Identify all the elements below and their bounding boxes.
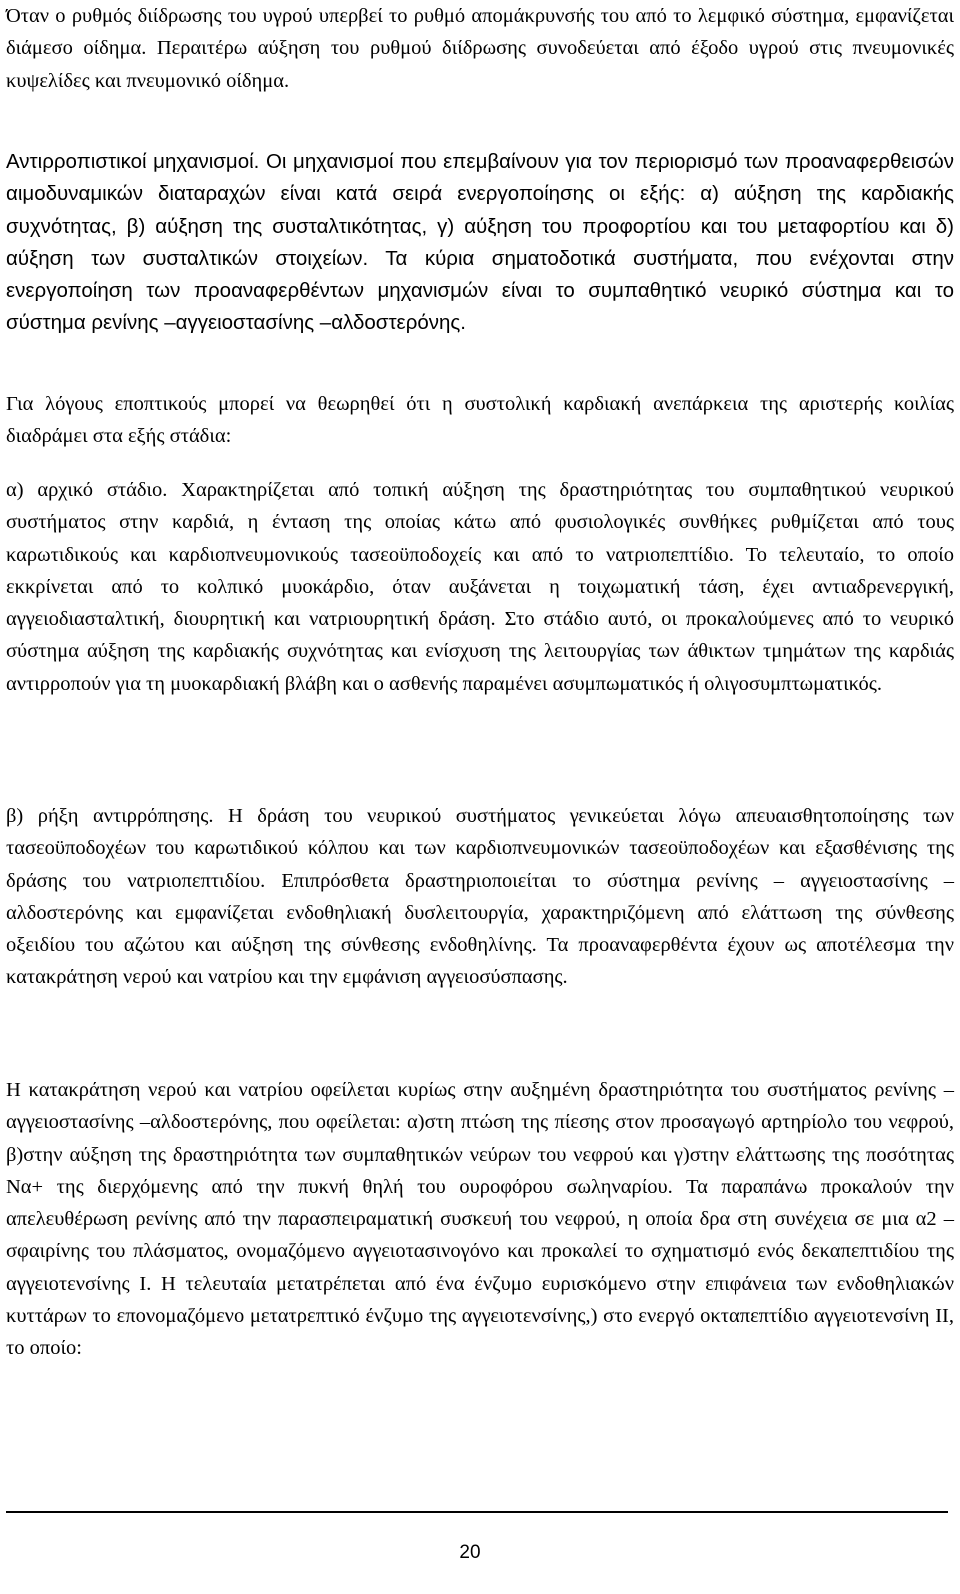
paragraph-compensatory-mechanisms [6, 146, 954, 340]
page-number: 20 [459, 1542, 481, 1563]
compensatory-mechanisms-heading: Αντιρροπιστικοί μηχανισμοί. [6, 150, 260, 173]
compensatory-mechanisms-text: Οι μηχανισμοί που επεμβαίνουν για τον περιορισμό των προαναφερθεισών αιμοδυναμικών διαταραχών είναι κατά σειρά ενεργοποίησης οι εξής: α) αύξηση της καρδιακής συχνότητας, β) αύξηση της συσταλτικότητας, γ) αύξηση του προφορτίου και του μεταφορτίου και δ) αύξηση των συσταλτικών στοιχείων. Τα κύρια σηματοδοτικά συστήματα, που ενέχονται στην ενεργοποίηση των προαναφερθέντων μηχανισμών είναι το συμπαθητικό νευρικό σύστημα και το σύστημα ρενίνης –αγγειοστασίνης –αλδοστερόνης. [6, 150, 954, 335]
paragraph-stages-intro: Για λόγους εποπτικούς μπορεί να θεωρηθεί ότι η συστολική καρδιακή ανεπάρκεια της αριστερής κοιλίας διαδράμει στα εξής στάδια: [6, 393, 954, 448]
paragraph-water-sodium-retention: Η κατακράτηση νερού και νατρίου οφείλεται κυρίως στην αυξημένη δραστηριότητα του συστήματος ρενίνης – αγγειοστασίνης –αλδοστερόνης, που οφείλεται: α)στη πτώση της πίεσης στον προσαγωγό αρτηρίολο του νεφρού, β)στην αύξηση της δραστηριότητα των συμπαθητικών νεύρων του νεφρού και γ)στην ελάττωσης της ποσότητας Να+ της διερχόμενης από την πυκνή θηλή του ουροφόρου σωληναρίου. Τα παραπάνω προκαλούν την απελευθέρωση ρενίνης από την παρασπειραματική συσκευή του νεφρού, η οποία δρα στη συνέχεια σε μια α2 –σφαιρίνης του πλάσματος, ονομαζόμενο αγγειοτασινογόνο και προκαλεί το σχηματισμό ενός δεκαπεπτιδίου της αγγειοτενσίνης Ι. Η τελευταία μετατρέπεται από ένα ένζυμο ευρισκόμενο στην επιφάνεια των ενδοθηλιακών κυττάρων το επονομαζόμενο μετατρεπτικό ένζυμο της αγγειοτενσίνης,) στο ενεργό οκταπεπτίδιο αγγειοτενσίνη ΙΙ, το οποίο: [6, 1079, 954, 1360]
footer-divider [6, 1511, 948, 1513]
paragraph-stage-initial: α) αρχικό στάδιο. Χαρακτηρίζεται από τοπική αύξηση της δραστηριότητας του συμπαθητικού νευρικού συστήματος στην καρδιά, η ένταση της οποίας κάτω από φυσιολογικές συνθήκες ρυθμίζεται από τους καρωτιδικούς και καρδιοπνευμονικούς τασεοϋποδοχείς και από το νατριοπεπτίδιο. Το τελευταίο, το οποίο εκκρίνεται από το κολπικό μυοκάρδιο, όταν αυξάνεται η τοιχωματική τάση, έχει αντιαδρενεργική, αγγειοδιασταλτική, διουρητική και νατριουρητική δράση. Στο στάδιο αυτό, οι προκαλούμενες από το νευρικό σύστημα αύξηση της καρδιακής συχνότητας και ενίσχυση της λειτουργίας των άθικτων τμημάτων της καρδιάς αντιρροπούν για τη μυοκαρδιακή βλάβη και ο ασθενής παραμένει ασυμπωματικός ή ολιγοσυμπτωματικός. [6, 479, 954, 695]
paragraph-stage-decompensation: β) ρήξη αντιρρόπησης. Η δράση του νευρικού συστήματος γενικεύεται λόγω απευαισθητοποίησης των τασεοϋποδοχέων του καρωτιδικού κόλπου και των καρδιοπνευμονικών τασεοϋποδοχέων και εξασθένισης της δράσης του νατριοπεπτιδίου. Επιπρόσθετα δραστηριοποιείται το σύστημα ρενίνης – αγγειοστασίνης –αλδοστερόνης και εμφανίζεται ενδοθηλιακή δυσλειτουργία, χαρακτηριζόμενη από ελάττωση της σύνθεσης οξειδίου του αζώτου και αύξηση της σύνθεσης ενδοθηλίνης. Τα προαναφερθέντα έχουν ως αποτέλεσμα την κατακράτηση νερού και νατρίου και την εμφάνιση αγγειοσύσπασης. [6, 805, 954, 989]
paragraph-edema: Όταν ο ρυθμός διίδρωσης του υγρού υπερβεί το ρυθμό απομάκρυνσής του από το λεμφικό σύστημα, εμφανίζεται διάμεσο οίδημα. Περαιτέρω αύξηση του ρυθμού διίδρωσης συνοδεύεται από έξοδο υγρού στις πνευμονικές κυψελίδες και πνευμονικό οίδημα. [6, 5, 954, 92]
